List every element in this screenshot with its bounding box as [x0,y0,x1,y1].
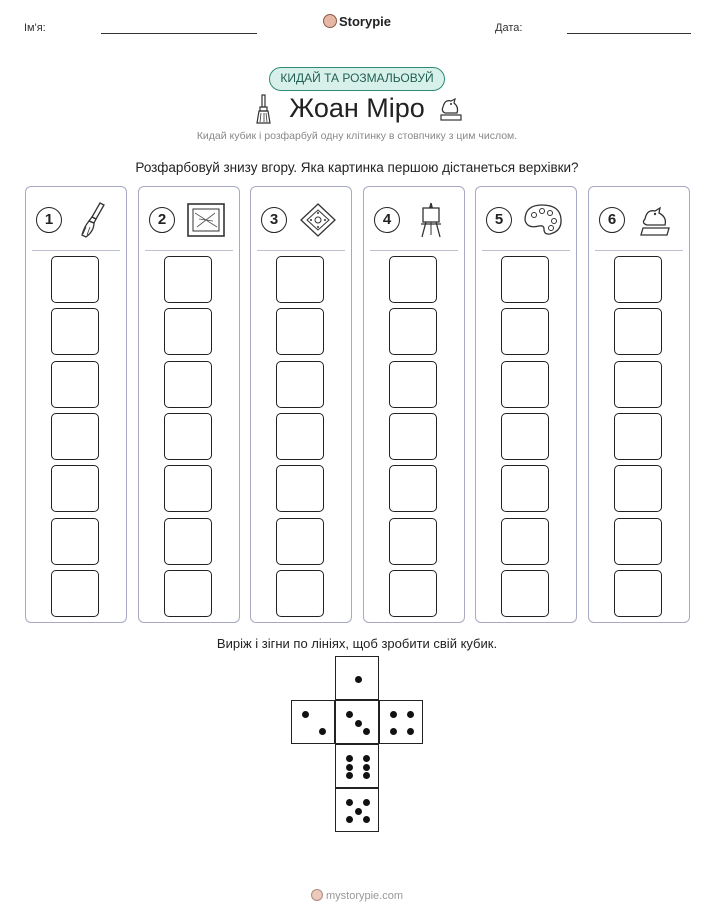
color-cell[interactable] [501,361,549,408]
color-cell[interactable] [501,256,549,303]
die-pip [355,808,362,815]
palette-icon [522,201,564,239]
die-face-3 [335,700,379,744]
color-cell[interactable] [164,256,212,303]
race-column-5 [475,186,577,623]
color-cell[interactable] [501,518,549,565]
color-cell[interactable] [164,518,212,565]
die-pip [363,772,370,779]
die-pip [319,728,326,735]
color-cell[interactable] [164,361,212,408]
color-cell[interactable] [389,256,437,303]
date-line[interactable] [567,33,691,34]
die-pip [390,711,397,718]
color-cell[interactable] [389,361,437,408]
race-column-6 [588,186,690,623]
column-divider [257,250,345,251]
color-cell[interactable] [164,413,212,460]
die-pip [363,728,370,735]
color-cell[interactable] [276,413,324,460]
color-cell[interactable] [164,308,212,355]
color-cell[interactable] [614,361,662,408]
color-cell[interactable] [614,413,662,460]
color-cell[interactable] [51,256,99,303]
race-column-1 [25,186,127,623]
color-cell[interactable] [389,308,437,355]
column-header [364,199,464,241]
column-header [251,199,351,241]
column-divider [595,250,683,251]
column-divider [145,250,233,251]
page-title: Жоан Міро [289,93,425,123]
column-divider [32,250,120,251]
color-cell[interactable] [501,308,549,355]
die-pip [407,728,414,735]
instruction-text: Розфарбовуй знизу вгору. Яка картинка першою дістанеться верхівки? [135,160,579,175]
color-cell[interactable] [51,570,99,617]
bear-logo-icon [323,14,337,28]
easel-icon [410,201,452,239]
die-pip [346,772,353,779]
race-column-2 [138,186,240,623]
color-cell[interactable] [276,308,324,355]
color-cell[interactable] [389,570,437,617]
bear-logo-icon [311,889,323,901]
race-column-4 [363,186,465,623]
column-number: 3 [261,207,287,233]
color-cell[interactable] [276,256,324,303]
column-number: 1 [36,207,62,233]
die-pip [355,720,362,727]
bird-sculpture-icon [635,201,677,239]
column-header [476,199,576,241]
column-number: 4 [374,207,400,233]
race-column-3 [250,186,352,623]
color-cell[interactable] [614,465,662,512]
column-header [589,199,689,241]
die-pip [363,816,370,823]
subtitle: Кидай кубик і розфарбуй одну клітинку в стовпчику з цим числом. [196,130,518,142]
die-pip [363,755,370,762]
column-number: 2 [149,207,175,233]
tile-pattern-icon [297,201,339,239]
die-face-6 [335,744,379,788]
color-cell[interactable] [614,308,662,355]
brand-name: Storypie [338,14,391,29]
die-pip [346,711,353,718]
color-cell[interactable] [501,413,549,460]
color-cell[interactable] [276,465,324,512]
cut-instruction: Виріж і зігни по лініях, щоб зробити свій кубик. [216,636,498,651]
color-cell[interactable] [276,518,324,565]
die-face-1 [335,656,379,700]
color-cell[interactable] [614,570,662,617]
color-cell[interactable] [164,465,212,512]
color-cell[interactable] [276,361,324,408]
activity-badge: КИДАЙ ТА РОЗМАЛЬОВУЙ [269,67,445,91]
column-number: 6 [599,207,625,233]
name-label: Ім'я: [24,22,46,34]
color-cell[interactable] [614,518,662,565]
color-cell[interactable] [501,465,549,512]
column-divider [482,250,570,251]
die-face-5 [335,788,379,832]
die-face-4 [379,700,423,744]
die-pip [346,816,353,823]
die-pip [407,711,414,718]
color-cell[interactable] [276,570,324,617]
color-cell[interactable] [51,465,99,512]
color-cell[interactable] [51,413,99,460]
die-pip [363,799,370,806]
color-cell[interactable] [164,570,212,617]
color-cell[interactable] [614,256,662,303]
color-cell[interactable] [51,308,99,355]
color-cell[interactable] [501,570,549,617]
die-pip [346,764,353,771]
color-cell[interactable] [389,413,437,460]
framed-canvas-icon [185,201,227,239]
column-divider [370,250,458,251]
color-cell[interactable] [389,518,437,565]
color-cell[interactable] [51,518,99,565]
die-pip [346,755,353,762]
color-cell[interactable] [389,465,437,512]
die-pip [363,764,370,771]
footer-url: mystorypie.com [325,890,404,902]
die-pip [390,728,397,735]
bird-sculpture-icon [437,93,465,123]
paintbrush-icon [72,201,114,239]
column-number: 5 [486,207,512,233]
column-header [26,199,126,241]
die-pip [346,799,353,806]
color-cell[interactable] [51,361,99,408]
die-face-2 [291,700,335,744]
column-header [139,199,239,241]
date-label: Дата: [495,22,523,34]
brand-logo [0,14,714,29]
die-pip [302,711,309,718]
name-line[interactable] [101,33,257,34]
footer [0,889,714,902]
die-pip [355,676,362,683]
